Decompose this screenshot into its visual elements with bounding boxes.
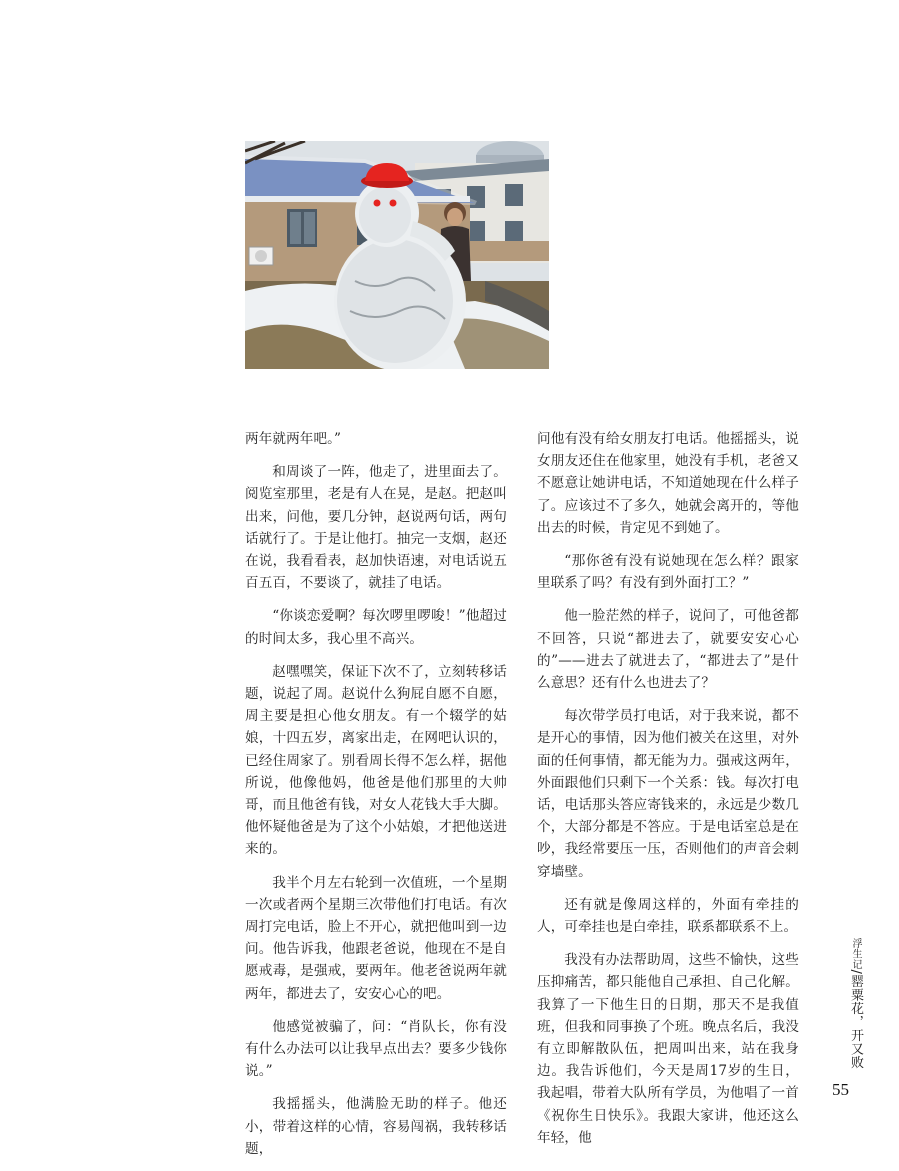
paragraph: 他感觉被骗了，问：“肖队长，你有没有什么办法可以让我早点出去？要多少钱你说。” [245,1018,507,1080]
paragraph: 我摇摇头，他满脸无助的样子。他还小，带着这样的心情，容易闯祸，我转移话题， [245,1096,507,1157]
snowman-photo [245,141,549,369]
paragraph: 和周谈了一阵，他走了，进里面去了。阅览室那里，老是有人在晃，是赵。把赵叫出来，问他，要几分钟，赵说两句话，两句话就行了。于是让他打。抽完一支烟，赵还在说，我看看表，赵加快语速，对电话说五百五百，不要谈了，就挂了电话。 [245,464,507,592]
paragraph: 我没有办法帮助周，这些不愉快，这些压抑痛苦，都只能他自己承担、自己化解。我算了一下他生日的日期，那天不是我值班，但我和同事换了个班。晚点名后，我没有立即解散队伍，把周叫出来，站在我身边。我告诉他们，今天是周17岁的生日，我起唱，带着大队所有学员，为他唱了一首《祝你生日快乐》。我跟大家讲，他还这么年轻，他 [537,952,799,1146]
text-column-left [245,428,507,1171]
paragraph: 问他有没有给女朋友打电话。他摇摇头，说女朋友还住在他家里，她没有手机，老爸又不愿意让她讲电话，不知道她现在什么样子了。应该过不了多久，她就会离开的，等他出去的时候，肯定见不到她了。 [537,431,799,536]
paragraph: 还有就是像周这样的，外面有牵挂的人，可牵挂也是白牵挂，联系都联系不上。 [537,896,799,936]
snowman-illustration [245,141,549,369]
section-name: 浮生记 [850,938,861,970]
paragraph: 每次带学员打电话，对于我来说，都不是开心的事情，因为他们被关在这里，对外面的任何事情，都无能为力。强戒这两年，外面跟他们只剩下一个关系：钱。每次打电话，电话那头答应寄钱来的，永远是少数几个，大部分都是不答应。于是电话室总是在吵，我经常要压一压，否则他们的声音会刺穿墙壁。 [537,708,799,880]
paragraph: 我半个月左右轮到一次值班，一个星期一次或者两个星期三次带他们打电话。有次周打完电话，脸上不开心，就把他叫到一边问。他告诉我，他跟老爸说，他现在不是自愿戒毒，是强戒，要两年。他老爸说两年就两年，都进去了，安安心心的吧。 [245,874,507,1002]
article-title: 罂粟花，开又败 [848,974,863,1069]
paragraph: 赵嘿嘿笑，保证下次不了，立刻转移话题，说起了周。赵说什么狗屁自愿不自愿，周主要是担心他女朋友。有一个辍学的姑娘，十四五岁，离家出走，在网吧认识的，已经住周家了。别看周长得不怎么样，据他所说，他像他妈，他爸是他们那里的大帅哥，而且他爸有钱，对女人花钱大手大脚。他怀疑他爸是为了这个小姑娘，才把他送进来的。 [245,663,507,858]
paragraph: “你谈恋爱啊？每次啰里啰唆！”他超过的时间太多，我心里不高兴。 [245,608,507,647]
paragraph: 两年就两年吧。” [245,431,342,447]
title-separator: / [848,969,863,975]
page-number: 55 [832,1080,849,1099]
paragraph: 他一脸茫然的样子，说问了，可他爸都不回答，只说“都进去了，就要安安心心的”——进去了就进去了，“都进去了”是什么意思？还有什么也进去了？ [537,608,799,692]
paragraph: “那你爸有没有说她现在怎么样？跟家里联系了吗？有没有到外面打工？” [537,553,799,592]
text-column-right [537,428,799,1160]
section-running-title [846,938,864,1069]
